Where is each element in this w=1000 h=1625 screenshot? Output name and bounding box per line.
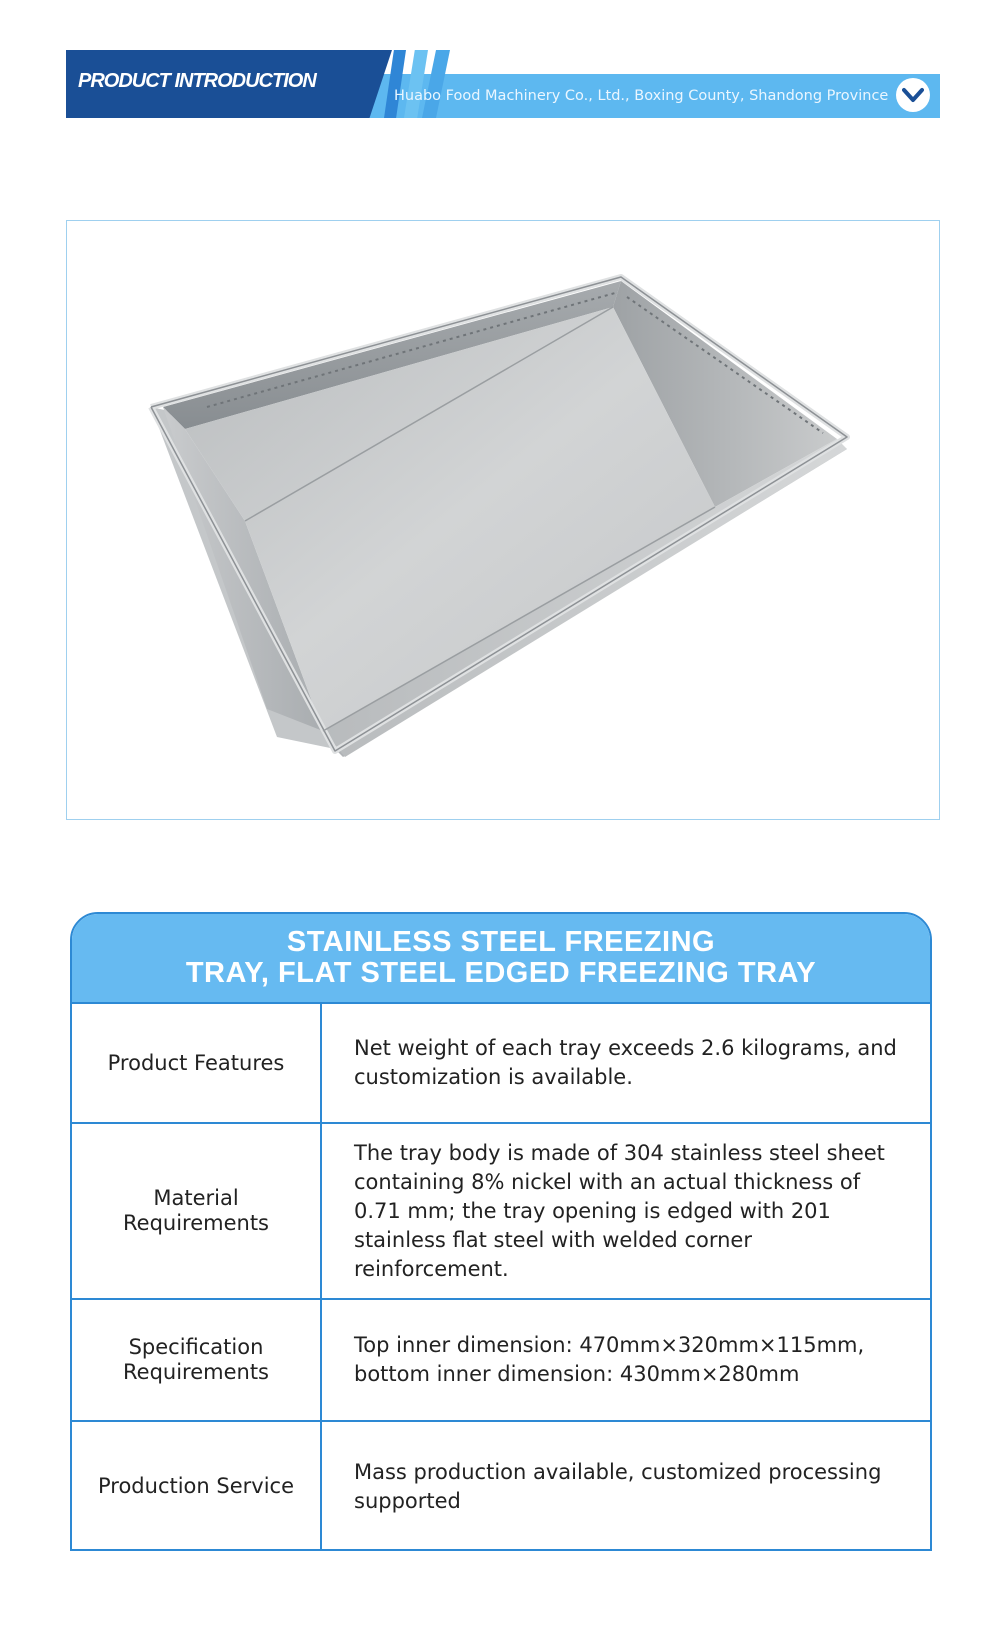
header-banner [66, 50, 940, 118]
product-photo [66, 220, 940, 820]
table-row [72, 1124, 930, 1300]
row-label: Production Service [72, 1422, 322, 1551]
spec-card-header [72, 914, 930, 1002]
row-label: Material Requirements [72, 1124, 322, 1298]
spec-table [72, 1002, 930, 1551]
chevron-down-icon [902, 87, 924, 103]
company-name: Huabo Food Machinery Co., Ltd., Boxing County, Shandong Province [394, 88, 889, 104]
spec-card [70, 912, 932, 1551]
table-row [72, 1004, 930, 1124]
row-label: Specification Requirements [72, 1300, 322, 1420]
row-value: The tray body is made of 304 stainless steel sheet containing 8% nickel with an actual thickness of 0.71 mm; the tray opening is edged with 201 stainless flat steel with welded corner reinforcement. [354, 1140, 885, 1281]
table-row [72, 1300, 930, 1422]
row-value: Net weight of each tray exceeds 2.6 kilograms, and customization is available. [354, 1036, 897, 1089]
freezing-tray-image [67, 221, 939, 819]
row-value: Top inner dimension: 470mm×320mm×115mm, bottom inner dimension: 430mm×280mm [354, 1333, 865, 1386]
spec-title-line-1: STAINLESS STEEL FREEZING [286, 926, 716, 958]
banner-title: PRODUCT INTRODUCTION [78, 70, 316, 92]
expand-button[interactable] [896, 78, 930, 112]
row-label: Product Features [72, 1004, 322, 1122]
row-value: Mass production available, customized processing supported [354, 1459, 882, 1513]
table-row [72, 1422, 930, 1551]
spec-title-line-2: TRAY, FLAT STEEL EDGED FREEZING TRAY [185, 957, 817, 989]
